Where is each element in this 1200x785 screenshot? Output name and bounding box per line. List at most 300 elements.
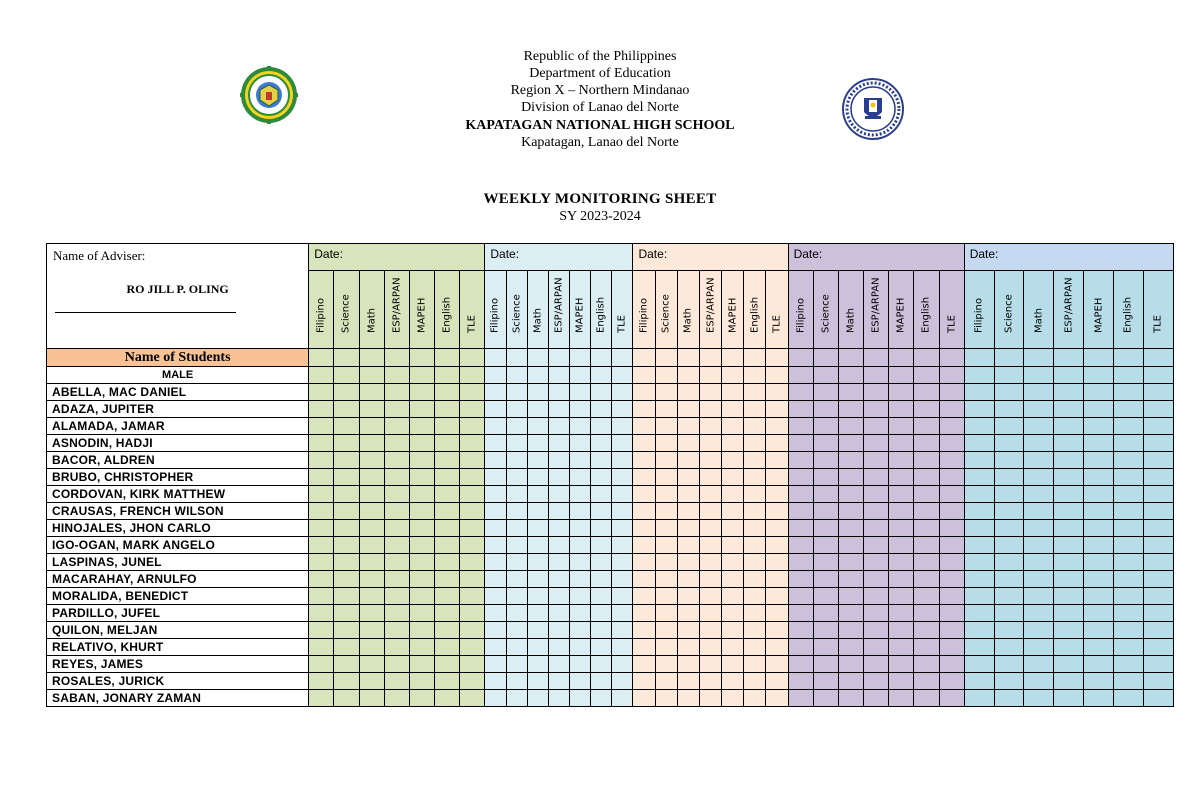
grade-cell[interactable] (722, 673, 744, 690)
grade-cell[interactable] (569, 554, 590, 571)
grade-cell[interactable] (677, 452, 699, 469)
grade-cell[interactable] (1024, 690, 1054, 707)
grade-cell[interactable] (506, 367, 527, 384)
grade-cell[interactable] (359, 605, 384, 622)
grade-cell[interactable] (384, 537, 409, 554)
grade-cell[interactable] (548, 401, 569, 418)
grade-cell[interactable] (699, 367, 721, 384)
grade-cell[interactable] (766, 622, 788, 639)
grade-cell[interactable] (655, 520, 677, 537)
grade-cell[interactable] (527, 418, 548, 435)
grade-cell[interactable] (309, 639, 334, 656)
week-date-cell[interactable] (633, 244, 788, 271)
grade-cell[interactable] (409, 486, 434, 503)
grade-cell[interactable] (548, 690, 569, 707)
grade-cell[interactable] (994, 537, 1024, 554)
grade-cell[interactable] (359, 384, 384, 401)
grade-cell[interactable] (813, 656, 838, 673)
grade-cell[interactable] (460, 639, 485, 656)
grade-cell[interactable] (633, 622, 655, 639)
grade-cell[interactable] (838, 673, 863, 690)
grade-cell[interactable] (460, 469, 485, 486)
grade-cell[interactable] (699, 349, 721, 367)
grade-cell[interactable] (334, 673, 359, 690)
grade-cell[interactable] (527, 537, 548, 554)
grade-cell[interactable] (744, 349, 766, 367)
grade-cell[interactable] (359, 537, 384, 554)
grade-cell[interactable] (612, 401, 633, 418)
grade-cell[interactable] (788, 554, 813, 571)
grade-cell[interactable] (939, 486, 964, 503)
grade-cell[interactable] (384, 367, 409, 384)
grade-cell[interactable] (964, 401, 994, 418)
grade-cell[interactable] (744, 537, 766, 554)
grade-cell[interactable] (409, 469, 434, 486)
grade-cell[interactable] (994, 435, 1024, 452)
grade-cell[interactable] (435, 537, 460, 554)
grade-cell[interactable] (527, 349, 548, 367)
grade-cell[interactable] (889, 622, 914, 639)
grade-cell[interactable] (914, 384, 939, 401)
grade-cell[interactable] (409, 520, 434, 537)
grade-cell[interactable] (699, 554, 721, 571)
grade-cell[interactable] (506, 503, 527, 520)
grade-cell[interactable] (359, 690, 384, 707)
grade-cell[interactable] (485, 554, 506, 571)
grade-cell[interactable] (964, 554, 994, 571)
grade-cell[interactable] (788, 384, 813, 401)
grade-cell[interactable] (460, 622, 485, 639)
grade-cell[interactable] (309, 418, 334, 435)
grade-cell[interactable] (744, 554, 766, 571)
grade-cell[interactable] (889, 537, 914, 554)
grade-cell[interactable] (460, 503, 485, 520)
grade-cell[interactable] (612, 367, 633, 384)
grade-cell[interactable] (838, 503, 863, 520)
grade-cell[interactable] (939, 469, 964, 486)
grade-cell[interactable] (914, 588, 939, 605)
grade-cell[interactable] (994, 571, 1024, 588)
grade-cell[interactable] (527, 571, 548, 588)
grade-cell[interactable] (591, 418, 612, 435)
grade-cell[interactable] (409, 605, 434, 622)
grade-cell[interactable] (744, 469, 766, 486)
grade-cell[interactable] (813, 571, 838, 588)
grade-cell[interactable] (964, 690, 994, 707)
grade-cell[interactable] (435, 656, 460, 673)
grade-cell[interactable] (889, 571, 914, 588)
grade-cell[interactable] (527, 605, 548, 622)
grade-cell[interactable] (435, 554, 460, 571)
grade-cell[interactable] (964, 605, 994, 622)
grade-cell[interactable] (813, 673, 838, 690)
grade-cell[interactable] (591, 435, 612, 452)
grade-cell[interactable] (722, 537, 744, 554)
grade-cell[interactable] (527, 520, 548, 537)
grade-cell[interactable] (460, 588, 485, 605)
grade-cell[interactable] (1143, 588, 1173, 605)
grade-cell[interactable] (409, 384, 434, 401)
grade-cell[interactable] (334, 605, 359, 622)
grade-cell[interactable] (1113, 367, 1143, 384)
grade-cell[interactable] (1143, 520, 1173, 537)
grade-cell[interactable] (1024, 639, 1054, 656)
grade-cell[interactable] (1143, 656, 1173, 673)
grade-cell[interactable] (334, 367, 359, 384)
grade-cell[interactable] (435, 435, 460, 452)
grade-cell[interactable] (506, 639, 527, 656)
grade-cell[interactable] (359, 486, 384, 503)
grade-cell[interactable] (994, 656, 1024, 673)
grade-cell[interactable] (633, 639, 655, 656)
grade-cell[interactable] (612, 418, 633, 435)
grade-cell[interactable] (1143, 384, 1173, 401)
grade-cell[interactable] (460, 486, 485, 503)
grade-cell[interactable] (744, 435, 766, 452)
grade-cell[interactable] (655, 503, 677, 520)
grade-cell[interactable] (655, 622, 677, 639)
grade-cell[interactable] (460, 418, 485, 435)
grade-cell[interactable] (548, 384, 569, 401)
grade-cell[interactable] (309, 605, 334, 622)
grade-cell[interactable] (506, 469, 527, 486)
grade-cell[interactable] (699, 401, 721, 418)
grade-cell[interactable] (889, 384, 914, 401)
grade-cell[interactable] (485, 520, 506, 537)
grade-cell[interactable] (939, 452, 964, 469)
grade-cell[interactable] (569, 605, 590, 622)
grade-cell[interactable] (612, 469, 633, 486)
grade-cell[interactable] (864, 673, 889, 690)
grade-cell[interactable] (334, 486, 359, 503)
grade-cell[interactable] (939, 690, 964, 707)
grade-cell[interactable] (612, 554, 633, 571)
grade-cell[interactable] (633, 571, 655, 588)
grade-cell[interactable] (1143, 367, 1173, 384)
grade-cell[interactable] (359, 418, 384, 435)
grade-cell[interactable] (435, 418, 460, 435)
grade-cell[interactable] (1084, 469, 1114, 486)
grade-cell[interactable] (1113, 384, 1143, 401)
grade-cell[interactable] (359, 520, 384, 537)
grade-cell[interactable] (813, 486, 838, 503)
grade-cell[interactable] (384, 673, 409, 690)
grade-cell[interactable] (569, 639, 590, 656)
grade-cell[interactable] (359, 435, 384, 452)
grade-cell[interactable] (527, 503, 548, 520)
grade-cell[interactable] (1024, 367, 1054, 384)
grade-cell[interactable] (864, 435, 889, 452)
grade-cell[interactable] (506, 656, 527, 673)
grade-cell[interactable] (1054, 349, 1084, 367)
grade-cell[interactable] (788, 349, 813, 367)
grade-cell[interactable] (460, 554, 485, 571)
grade-cell[interactable] (766, 418, 788, 435)
grade-cell[interactable] (1084, 537, 1114, 554)
grade-cell[interactable] (864, 418, 889, 435)
grade-cell[interactable] (1024, 520, 1054, 537)
grade-cell[interactable] (409, 656, 434, 673)
grade-cell[interactable] (485, 418, 506, 435)
grade-cell[interactable] (359, 349, 384, 367)
grade-cell[interactable] (994, 520, 1024, 537)
grade-cell[interactable] (964, 486, 994, 503)
grade-cell[interactable] (964, 673, 994, 690)
grade-cell[interactable] (1113, 537, 1143, 554)
grade-cell[interactable] (813, 605, 838, 622)
grade-cell[interactable] (435, 401, 460, 418)
grade-cell[interactable] (1113, 435, 1143, 452)
grade-cell[interactable] (838, 690, 863, 707)
grade-cell[interactable] (334, 622, 359, 639)
grade-cell[interactable] (914, 571, 939, 588)
grade-cell[interactable] (655, 537, 677, 554)
grade-cell[interactable] (864, 486, 889, 503)
grade-cell[interactable] (914, 622, 939, 639)
grade-cell[interactable] (813, 554, 838, 571)
grade-cell[interactable] (1054, 690, 1084, 707)
grade-cell[interactable] (548, 367, 569, 384)
grade-cell[interactable] (633, 401, 655, 418)
grade-cell[interactable] (384, 639, 409, 656)
grade-cell[interactable] (766, 401, 788, 418)
grade-cell[interactable] (359, 656, 384, 673)
grade-cell[interactable] (612, 588, 633, 605)
grade-cell[interactable] (485, 588, 506, 605)
grade-cell[interactable] (964, 639, 994, 656)
grade-cell[interactable] (633, 349, 655, 367)
grade-cell[interactable] (788, 418, 813, 435)
grade-cell[interactable] (359, 639, 384, 656)
grade-cell[interactable] (914, 520, 939, 537)
grade-cell[interactable] (699, 605, 721, 622)
grade-cell[interactable] (1113, 622, 1143, 639)
grade-cell[interactable] (1084, 673, 1114, 690)
grade-cell[interactable] (914, 639, 939, 656)
grade-cell[interactable] (1054, 537, 1084, 554)
grade-cell[interactable] (435, 690, 460, 707)
grade-cell[interactable] (699, 384, 721, 401)
grade-cell[interactable] (788, 571, 813, 588)
grade-cell[interactable] (914, 656, 939, 673)
grade-cell[interactable] (633, 452, 655, 469)
grade-cell[interactable] (612, 452, 633, 469)
grade-cell[interactable] (889, 503, 914, 520)
grade-cell[interactable] (460, 571, 485, 588)
grade-cell[interactable] (964, 349, 994, 367)
grade-cell[interactable] (633, 673, 655, 690)
grade-cell[interactable] (548, 418, 569, 435)
grade-cell[interactable] (309, 520, 334, 537)
grade-cell[interactable] (548, 639, 569, 656)
grade-cell[interactable] (939, 349, 964, 367)
grade-cell[interactable] (677, 503, 699, 520)
grade-cell[interactable] (1054, 401, 1084, 418)
grade-cell[interactable] (994, 367, 1024, 384)
grade-cell[interactable] (1143, 622, 1173, 639)
grade-cell[interactable] (939, 554, 964, 571)
grade-cell[interactable] (591, 503, 612, 520)
grade-cell[interactable] (744, 401, 766, 418)
grade-cell[interactable] (1024, 452, 1054, 469)
grade-cell[interactable] (435, 605, 460, 622)
grade-cell[interactable] (864, 554, 889, 571)
grade-cell[interactable] (889, 656, 914, 673)
grade-cell[interactable] (548, 554, 569, 571)
grade-cell[interactable] (506, 520, 527, 537)
grade-cell[interactable] (460, 673, 485, 690)
grade-cell[interactable] (506, 588, 527, 605)
grade-cell[interactable] (1084, 435, 1114, 452)
grade-cell[interactable] (569, 435, 590, 452)
grade-cell[interactable] (591, 367, 612, 384)
grade-cell[interactable] (633, 656, 655, 673)
grade-cell[interactable] (435, 571, 460, 588)
grade-cell[interactable] (1054, 520, 1084, 537)
grade-cell[interactable] (612, 622, 633, 639)
grade-cell[interactable] (766, 435, 788, 452)
grade-cell[interactable] (838, 605, 863, 622)
grade-cell[interactable] (633, 605, 655, 622)
grade-cell[interactable] (864, 656, 889, 673)
grade-cell[interactable] (744, 588, 766, 605)
grade-cell[interactable] (1054, 639, 1084, 656)
grade-cell[interactable] (838, 554, 863, 571)
grade-cell[interactable] (677, 367, 699, 384)
grade-cell[interactable] (744, 503, 766, 520)
grade-cell[interactable] (766, 469, 788, 486)
grade-cell[interactable] (309, 656, 334, 673)
grade-cell[interactable] (591, 554, 612, 571)
grade-cell[interactable] (548, 588, 569, 605)
grade-cell[interactable] (485, 384, 506, 401)
grade-cell[interactable] (744, 367, 766, 384)
grade-cell[interactable] (409, 503, 434, 520)
grade-cell[interactable] (677, 384, 699, 401)
grade-cell[interactable] (527, 469, 548, 486)
grade-cell[interactable] (1143, 503, 1173, 520)
grade-cell[interactable] (485, 452, 506, 469)
grade-cell[interactable] (1054, 503, 1084, 520)
grade-cell[interactable] (1143, 639, 1173, 656)
grade-cell[interactable] (813, 520, 838, 537)
grade-cell[interactable] (744, 520, 766, 537)
grade-cell[interactable] (569, 690, 590, 707)
grade-cell[interactable] (591, 486, 612, 503)
grade-cell[interactable] (435, 503, 460, 520)
grade-cell[interactable] (864, 605, 889, 622)
grade-cell[interactable] (655, 690, 677, 707)
grade-cell[interactable] (889, 418, 914, 435)
grade-cell[interactable] (677, 435, 699, 452)
grade-cell[interactable] (939, 605, 964, 622)
grade-cell[interactable] (359, 401, 384, 418)
grade-cell[interactable] (548, 622, 569, 639)
grade-cell[interactable] (409, 571, 434, 588)
grade-cell[interactable] (1113, 690, 1143, 707)
grade-cell[interactable] (435, 588, 460, 605)
grade-cell[interactable] (591, 349, 612, 367)
grade-cell[interactable] (633, 384, 655, 401)
grade-cell[interactable] (506, 537, 527, 554)
grade-cell[interactable] (994, 622, 1024, 639)
grade-cell[interactable] (527, 656, 548, 673)
grade-cell[interactable] (994, 503, 1024, 520)
grade-cell[interactable] (744, 656, 766, 673)
grade-cell[interactable] (569, 384, 590, 401)
grade-cell[interactable] (889, 349, 914, 367)
grade-cell[interactable] (309, 554, 334, 571)
grade-cell[interactable] (766, 384, 788, 401)
grade-cell[interactable] (699, 520, 721, 537)
grade-cell[interactable] (939, 656, 964, 673)
grade-cell[interactable] (309, 673, 334, 690)
grade-cell[interactable] (813, 622, 838, 639)
grade-cell[interactable] (548, 452, 569, 469)
grade-cell[interactable] (485, 349, 506, 367)
grade-cell[interactable] (435, 520, 460, 537)
grade-cell[interactable] (1084, 367, 1114, 384)
grade-cell[interactable] (591, 469, 612, 486)
grade-cell[interactable] (409, 367, 434, 384)
grade-cell[interactable] (994, 554, 1024, 571)
grade-cell[interactable] (591, 605, 612, 622)
grade-cell[interactable] (655, 349, 677, 367)
grade-cell[interactable] (1143, 401, 1173, 418)
grade-cell[interactable] (722, 639, 744, 656)
grade-cell[interactable] (864, 622, 889, 639)
grade-cell[interactable] (1113, 605, 1143, 622)
grade-cell[interactable] (788, 435, 813, 452)
grade-cell[interactable] (788, 469, 813, 486)
grade-cell[interactable] (813, 367, 838, 384)
grade-cell[interactable] (914, 673, 939, 690)
grade-cell[interactable] (864, 452, 889, 469)
grade-cell[interactable] (527, 367, 548, 384)
grade-cell[interactable] (612, 673, 633, 690)
grade-cell[interactable] (677, 554, 699, 571)
grade-cell[interactable] (889, 520, 914, 537)
grade-cell[interactable] (677, 588, 699, 605)
grade-cell[interactable] (612, 537, 633, 554)
grade-cell[interactable] (744, 486, 766, 503)
grade-cell[interactable] (964, 469, 994, 486)
grade-cell[interactable] (914, 605, 939, 622)
grade-cell[interactable] (1143, 486, 1173, 503)
grade-cell[interactable] (914, 554, 939, 571)
grade-cell[interactable] (384, 486, 409, 503)
grade-cell[interactable] (1113, 673, 1143, 690)
grade-cell[interactable] (655, 639, 677, 656)
grade-cell[interactable] (334, 384, 359, 401)
grade-cell[interactable] (914, 452, 939, 469)
grade-cell[interactable] (939, 673, 964, 690)
grade-cell[interactable] (384, 588, 409, 605)
grade-cell[interactable] (699, 639, 721, 656)
grade-cell[interactable] (838, 622, 863, 639)
grade-cell[interactable] (548, 486, 569, 503)
grade-cell[interactable] (548, 503, 569, 520)
grade-cell[interactable] (1143, 349, 1173, 367)
grade-cell[interactable] (813, 349, 838, 367)
grade-cell[interactable] (722, 384, 744, 401)
grade-cell[interactable] (677, 401, 699, 418)
grade-cell[interactable] (889, 469, 914, 486)
grade-cell[interactable] (334, 349, 359, 367)
grade-cell[interactable] (409, 537, 434, 554)
grade-cell[interactable] (1024, 486, 1054, 503)
grade-cell[interactable] (409, 588, 434, 605)
